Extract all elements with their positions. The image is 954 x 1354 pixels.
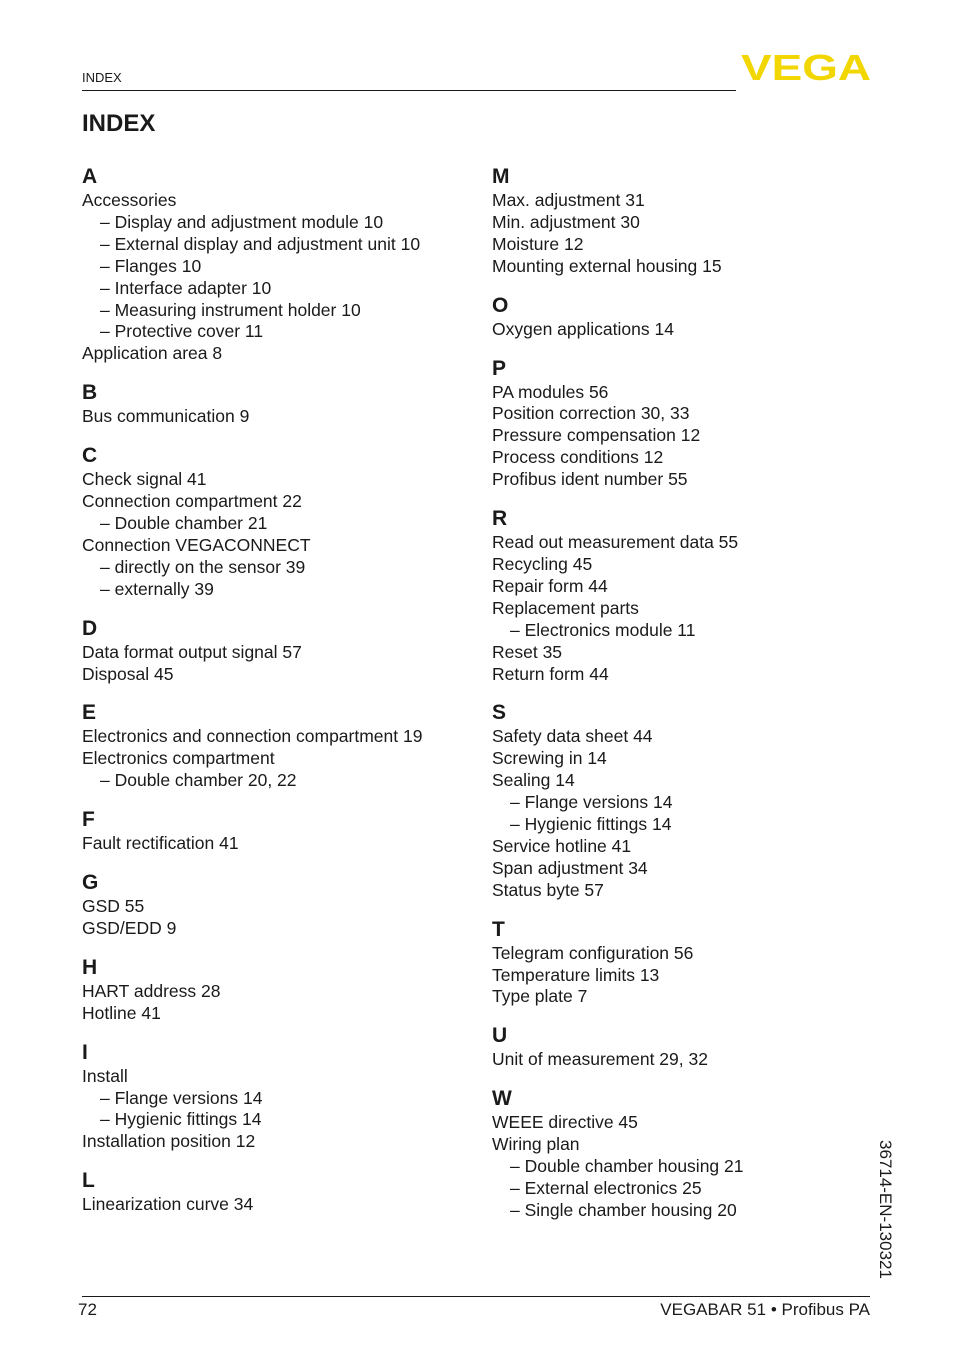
index-entry: Fault rectification 41 xyxy=(82,833,239,854)
index-subentry: – Double chamber 21 xyxy=(100,512,268,533)
page-title: INDEX xyxy=(82,110,156,137)
header-rule xyxy=(82,90,736,91)
index-subentry: – Double chamber 20, 22 xyxy=(100,770,297,791)
index-subentry: – Hygienic fittings 14 xyxy=(510,814,672,835)
index-entry: Repair form 44 xyxy=(492,575,608,596)
index-letter: B xyxy=(82,381,98,405)
index-subentry: – Interface adapter 10 xyxy=(100,277,272,298)
index-entry: Return form 44 xyxy=(492,663,609,684)
index-section-a xyxy=(82,164,472,365)
index-entry: Replacement parts xyxy=(492,597,639,618)
index-entry: Read out measurement data 55 xyxy=(492,532,739,553)
vega-logo xyxy=(740,52,872,82)
index-entry: Wiring plan xyxy=(492,1134,580,1155)
index-entry: Hotline 41 xyxy=(82,1002,161,1023)
index-entry: Position correction 30, 33 xyxy=(492,403,690,424)
index-subentry: – Electronics module 11 xyxy=(510,619,696,640)
index-entry: Connection compartment 22 xyxy=(82,491,302,512)
index-section-r xyxy=(492,506,882,685)
index-entry: Type plate 7 xyxy=(492,986,588,1007)
running-header: INDEX xyxy=(82,70,122,85)
index-section-t xyxy=(492,917,882,1009)
index-letter: M xyxy=(492,165,510,188)
index-entry: Mounting external housing 15 xyxy=(492,255,722,276)
index-entry: Electronics compartment xyxy=(82,748,275,769)
index-entry: Bus communication 9 xyxy=(82,406,250,427)
index-section-b xyxy=(82,380,472,428)
index-letter: W xyxy=(492,1087,512,1111)
index-entry: Linearization curve 34 xyxy=(82,1194,254,1215)
index-entry: Moisture 12 xyxy=(492,233,584,254)
index-entry: Recycling 45 xyxy=(492,553,593,574)
index-letter: O xyxy=(492,293,509,317)
index-section-i xyxy=(82,1040,472,1154)
index-entry: PA modules 56 xyxy=(492,381,609,402)
index-section-e xyxy=(82,700,472,792)
index-entry: Span adjustment 34 xyxy=(492,857,648,878)
index-entry: GSD/EDD 9 xyxy=(82,917,177,938)
index-entry: WEEE directive 45 xyxy=(492,1112,638,1133)
index-entry: Pressure compensation 12 xyxy=(492,425,701,446)
index-section-g xyxy=(82,870,472,940)
index-letter: I xyxy=(82,1040,88,1064)
index-entry: HART address 28 xyxy=(82,980,221,1001)
index-entry: Electronics and connection compartment 19 xyxy=(82,726,423,747)
index-entry: Installation position 12 xyxy=(82,1131,256,1152)
index-subentry: – Double chamber housing 21 xyxy=(510,1156,744,1177)
document-code: 36714-EN-130321 xyxy=(876,1140,895,1279)
index-entry: Application area 8 xyxy=(82,343,223,364)
index-entry: Profibus ident number 55 xyxy=(492,469,688,490)
index-entry: Telegram configuration 56 xyxy=(492,942,694,963)
index-column-left xyxy=(82,164,472,1231)
index-letter: T xyxy=(492,917,505,941)
index-entry: Oxygen applications 14 xyxy=(492,318,674,339)
index-entry: Temperature limits 13 xyxy=(492,964,660,985)
index-section-p xyxy=(492,356,882,492)
index-column-right xyxy=(492,164,882,1237)
index-section-m xyxy=(492,164,882,278)
index-entry: Screwing in 14 xyxy=(492,748,607,769)
index-letter: G xyxy=(82,871,99,895)
index-subentry: – externally 39 xyxy=(100,578,214,599)
index-entry: Sealing 14 xyxy=(492,770,575,791)
footer-rule xyxy=(82,1296,870,1297)
index-subentry: – External electronics 25 xyxy=(510,1178,702,1198)
product-name: VEGABAR 51 • Profibus PA xyxy=(660,1300,870,1319)
index-letter: H xyxy=(82,955,98,979)
index-letter: U xyxy=(492,1024,508,1048)
index-entry: Check signal 41 xyxy=(82,469,207,490)
index-section-w xyxy=(492,1086,882,1222)
vega-logo-text: VEGA xyxy=(741,52,871,82)
index-subentry: – Measuring instrument holder 10 xyxy=(100,299,361,320)
index-entry: GSD 55 xyxy=(82,896,145,917)
index-section-h xyxy=(82,955,472,1025)
index-letter: A xyxy=(82,165,98,188)
index-section-u xyxy=(492,1023,882,1071)
index-letter: S xyxy=(492,701,507,725)
index-entry: Service hotline 41 xyxy=(492,835,632,856)
index-entry: Reset 35 xyxy=(492,641,563,662)
index-section-f xyxy=(82,807,472,855)
index-letter: C xyxy=(82,444,98,468)
index-section-s xyxy=(492,700,882,901)
index-subentry: – Flanges 10 xyxy=(100,255,202,276)
index-entry: Data format output signal 57 xyxy=(82,641,302,662)
index-entry: Accessories xyxy=(82,190,177,210)
index-section-d xyxy=(82,616,472,686)
index-subentry: – Single chamber housing 20 xyxy=(510,1199,737,1220)
index-entry: Status byte 57 xyxy=(492,879,604,900)
index-letter: F xyxy=(82,808,95,832)
index-entry: Unit of measurement 29, 32 xyxy=(492,1049,708,1070)
index-letter: E xyxy=(82,701,97,725)
index-letter: D xyxy=(82,616,98,640)
index-entry: Safety data sheet 44 xyxy=(492,726,653,747)
index-entry: Min. adjustment 30 xyxy=(492,211,640,232)
index-subentry: – Flange versions 14 xyxy=(100,1087,263,1108)
index-entry: Process conditions 12 xyxy=(492,447,664,468)
index-letter: L xyxy=(82,1169,95,1193)
index-subentry: – Flange versions 14 xyxy=(510,792,673,813)
index-entry: Max. adjustment 31 xyxy=(492,190,645,210)
index-section-c xyxy=(82,443,472,600)
index-entry: Disposal 45 xyxy=(82,663,174,684)
index-letter: P xyxy=(492,356,507,380)
index-subentry: – Hygienic fittings 14 xyxy=(100,1109,262,1130)
index-section-l xyxy=(82,1168,472,1216)
index-letter: R xyxy=(492,507,508,531)
index-subentry: – directly on the sensor 39 xyxy=(100,556,306,577)
index-subentry: – External display and adjustment unit 10 xyxy=(100,233,421,254)
index-entry: Install xyxy=(82,1065,128,1086)
index-subentry: – Protective cover 11 xyxy=(100,321,264,342)
page-number: 72 xyxy=(78,1300,97,1319)
index-subentry: – Display and adjustment module 10 xyxy=(100,211,384,232)
index-section-o xyxy=(492,293,882,341)
index-entry: Connection VEGACONNECT xyxy=(82,534,311,555)
